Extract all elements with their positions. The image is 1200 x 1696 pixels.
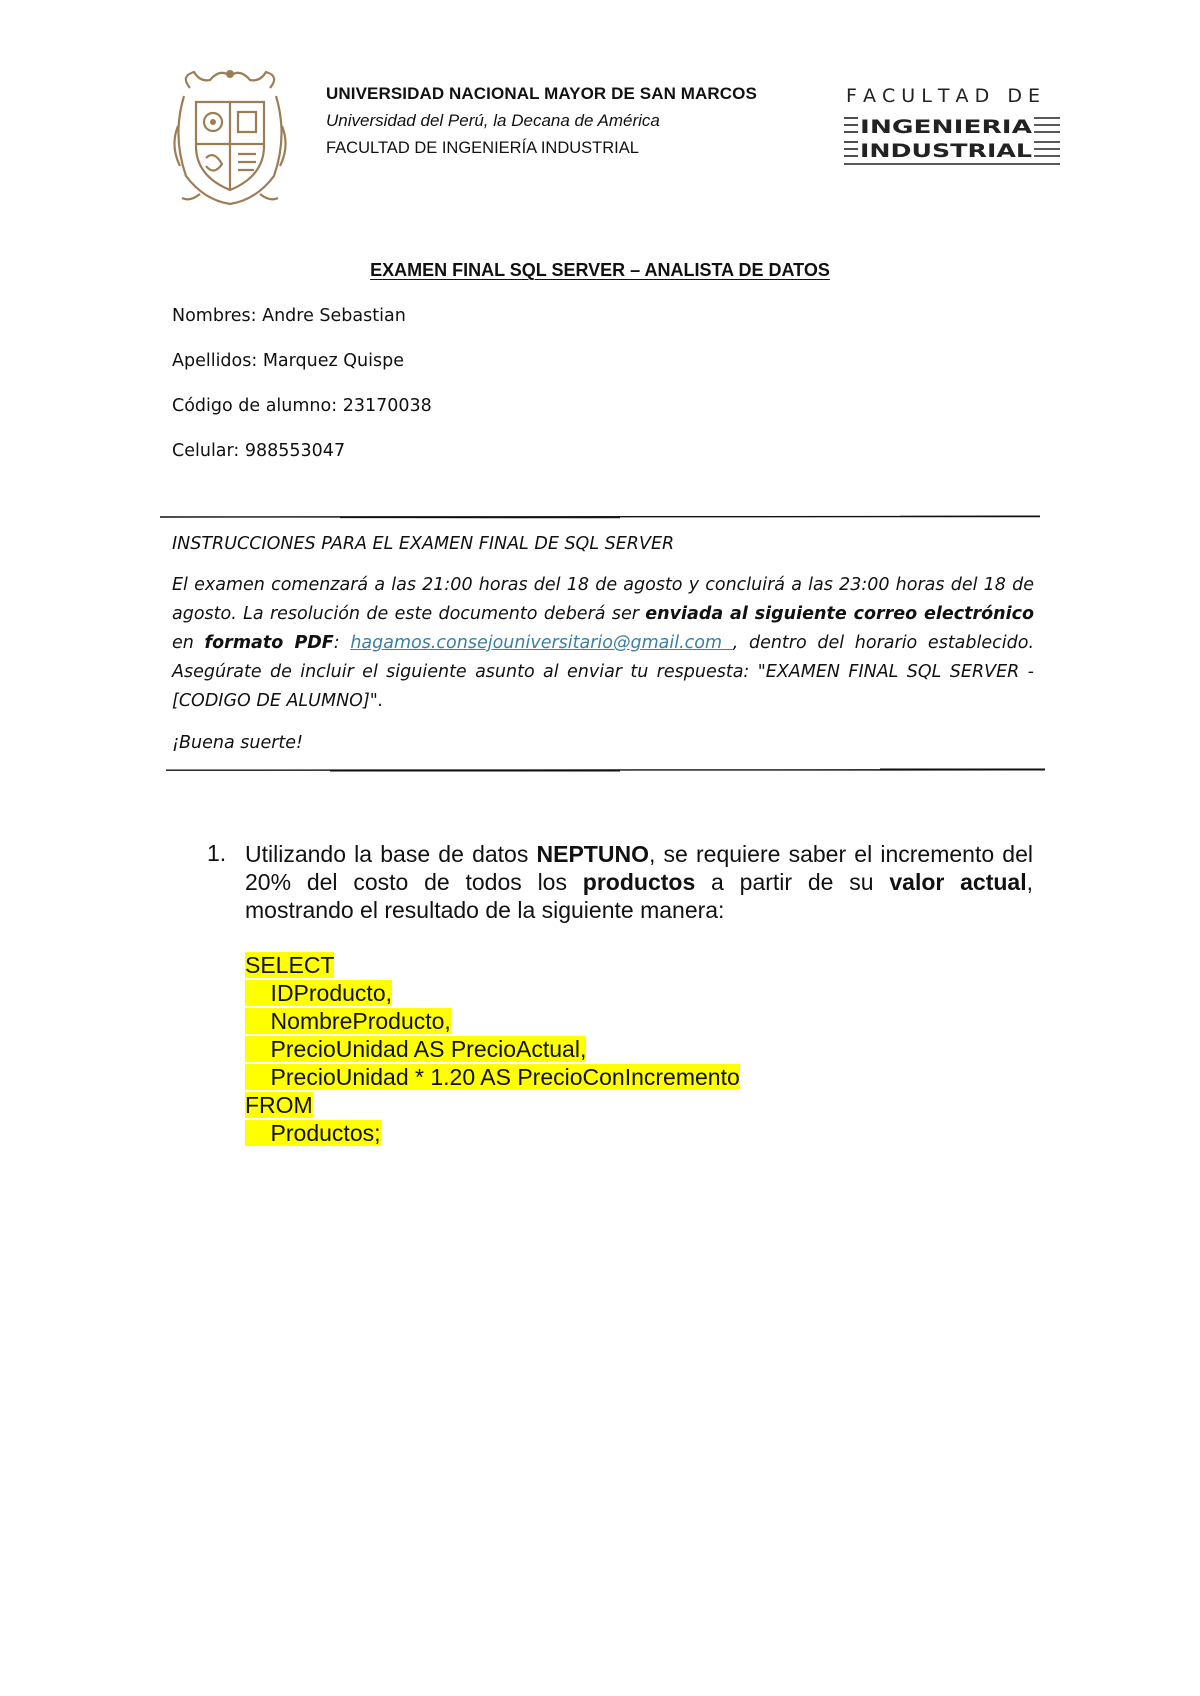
q-bold-value: valor actual xyxy=(889,869,1027,895)
sql-code-block xyxy=(245,951,740,1147)
student-last-names: Apellidos: Marquez Quispe xyxy=(172,351,404,371)
code-line: IDProducto, xyxy=(245,980,393,1006)
logo-line2: INDUSTRIAL xyxy=(860,140,1032,162)
code-line: PrecioUnidad AS PrecioActual, xyxy=(245,1036,587,1062)
instr-text-d: : xyxy=(333,633,351,653)
student-first-names: Nombres: Andre Sebastian xyxy=(172,306,406,326)
instr-bold-pdf: formato PDF xyxy=(204,633,334,653)
instr-bold-email-req: enviada al siguiente correo electrónico xyxy=(645,604,1035,624)
q-text-3: a partir de su xyxy=(695,869,890,895)
faculty-name: FACULTAD DE INGENIERÍA INDUSTRIAL xyxy=(326,139,639,157)
q-bold-db: NEPTUNO xyxy=(536,841,649,867)
question-text xyxy=(245,840,1033,924)
exam-title: EXAMEN FINAL SQL SERVER – ANALISTA DE DATOS xyxy=(370,260,830,280)
code-line: NombreProducto, xyxy=(245,1008,451,1034)
question-number: 1. xyxy=(207,840,227,866)
university-motto: Universidad del Perú, la Decana de América xyxy=(326,111,660,130)
instr-text-a: El examen comenzará a las 21:00 horas del 18 de agosto y concluirá a las 23:00 horas del 18 de agosto. La resolución de este documento deberá ser xyxy=(172,575,1034,624)
student-code: Código de alumno: 23170038 xyxy=(172,396,432,416)
q-bold-products: productos xyxy=(582,869,696,895)
divider-top xyxy=(0,514,1200,520)
instr-text-c: en xyxy=(172,633,205,653)
code-line: PrecioUnidad * 1.20 AS PrecioConIncremento xyxy=(245,1064,740,1090)
student-phone: Celular: 988553047 xyxy=(172,441,346,461)
logo-line1: INGENIERIA xyxy=(860,116,1033,138)
q-text-4: , mostrando el resultado de la siguiente manera: xyxy=(245,869,1034,923)
instructions-box xyxy=(172,530,1034,758)
instructions-paragraph xyxy=(172,571,1034,716)
q-text-2: , se requiere saber el incremento del 20% del costo de todos los xyxy=(245,841,1034,895)
university-seal-icon xyxy=(170,66,290,206)
q-text-1: Utilizando la base de datos xyxy=(245,841,537,867)
code-line: FROM xyxy=(245,1092,313,1118)
instructions-heading: INSTRUCCIONES PARA EL EXAMEN FINAL DE SQL SERVER xyxy=(172,534,675,554)
university-name: UNIVERSIDAD NACIONAL MAYOR DE SAN MARCOS xyxy=(326,84,757,103)
logo-top-text: F A C U L T A D D E xyxy=(846,85,1040,107)
email-link[interactable]: hagamos.consejouniversitario@gmail.com xyxy=(350,633,733,653)
good-luck-text: ¡Buena suerte! xyxy=(172,733,304,753)
code-line: SELECT xyxy=(245,952,335,978)
faculty-logo xyxy=(844,84,1060,170)
instr-text-e: , dentro del horario establecido. Asegúrate de incluir el siguiente asunto al enviar tu respuesta: "EXAMEN FINAL SQL SERVER - [CODIGO DE ALUMNO]". xyxy=(172,633,1035,711)
divider-bottom xyxy=(0,767,1200,773)
code-line: Productos; xyxy=(245,1120,381,1146)
